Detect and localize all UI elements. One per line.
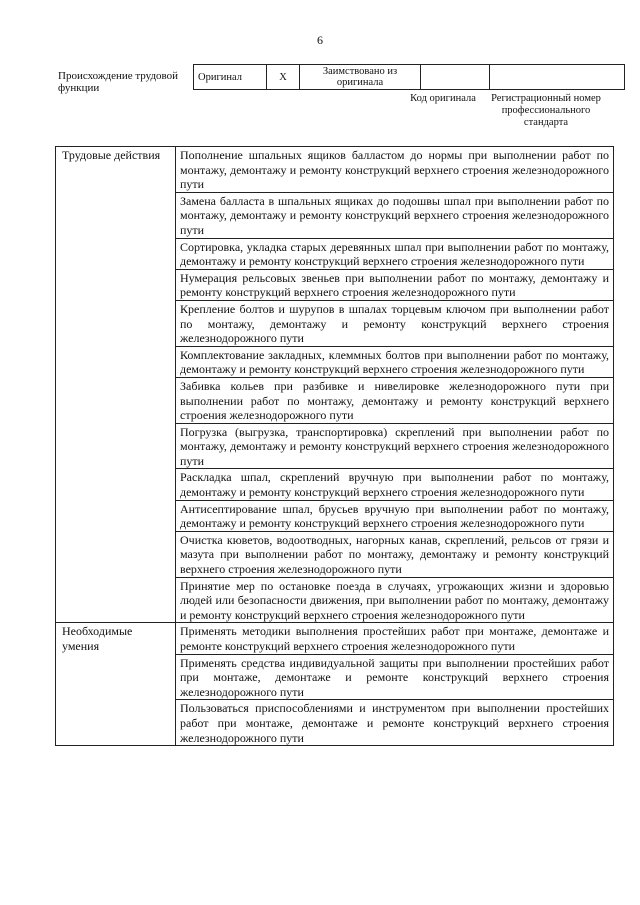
row-text: Пользоваться приспособлениями и инструментом при выполнении простейших работ при монтаже, демонтаже и ремонте конструкций верхнего строения железнодорожного пути <box>176 700 614 746</box>
reg-number-caption: Регистрационный номер профессионального стандарта <box>491 93 601 128</box>
table-row <box>56 623 614 654</box>
original-mark: X <box>267 65 300 90</box>
page-number: 6 <box>317 33 323 47</box>
row-text: Погрузка (выгрузка, транспортировка) скреплений при выполнении работ по монтажу, демонтажу и ремонту конструкций верхнего строения железнодорожного пути <box>176 423 614 469</box>
reg-number-cell <box>490 65 625 90</box>
row-text: Пополнение шпальных ящиков балластом до нормы при выполнении работ по монтажу, демонтажу и ремонту конструкций верхнего строения железнодорожного пути <box>176 147 614 193</box>
origin-label: Происхождение трудовой функции <box>58 70 179 94</box>
original-cell: Оригинал <box>194 65 267 90</box>
row-text: Раскладка шпал, скреплений вручную при выполнении работ по монтажу, демонтажу и ремонту конструкций верхнего строения железнодорожного пути <box>176 469 614 500</box>
function-table <box>55 146 614 746</box>
row-text: Очистка кюветов, водоотводных, нагорных канав, скреплений, рельсов от грязи и мазута при выполнении работ по монтажу, демонтажу и ремонту конструкций верхнего строения железнодорожного пути <box>176 531 614 577</box>
table-row <box>56 147 614 193</box>
code-caption: Код оригинала <box>410 93 476 104</box>
row-text: Антисептирование шпал, брусьев вручную при выполнении работ по монтажу, демонтажу и ремонту конструкций верхнего строения железнодорожного пути <box>176 500 614 531</box>
row-text: Нумерация рельсовых звеньев при выполнении работ по монтажу, демонтажу и ремонту конструкций верхнего строения железнодорожного пути <box>176 269 614 300</box>
row-text: Применять средства индивидуальной защиты при выполнении простейших работ при монтаже, демонтаже и ремонте конструкций верхнего строения железнодорожного пути <box>176 654 614 700</box>
row-text: Замена балласта в шпальных ящиках до подошвы шпал при выполнении работ по монтажу, демонтажу и ремонту конструкций верхнего строения железнодорожного пути <box>176 192 614 238</box>
borrowed-cell: Заимствовано из оригинала <box>300 65 421 90</box>
row-text: Комплектование закладных, клеммных болтов при выполнении работ по монтажу, демонтажу и ремонту конструкций верхнего строения железнодорожного пути <box>176 346 614 377</box>
row-text: Принятие мер по остановке поезда в случаях, угрожающих жизни и здоровью людей или безопасности движения, при выполнении работ по монтажу, демонтажу и ремонту конструкций верхнего строения железнодорожного пути <box>176 577 614 623</box>
code-cell <box>421 65 490 90</box>
origin-table <box>193 64 625 90</box>
row-text: Применять методики выполнения простейших работ при монтаже, демонтаже и ремонте конструкций верхнего строения железнодорожного пути <box>176 623 614 654</box>
row-text: Крепление болтов и шурупов в шпалах торцевым ключом при выполнении работ по монтажу, демонтажу и ремонту конструкций верхнего строения железнодорожного пути <box>176 300 614 346</box>
row-text: Сортировка, укладка старых деревянных шпал при выполнении работ по монтажу, демонтажу и ремонту конструкций верхнего строения железнодорожного пути <box>176 238 614 269</box>
row-text: Забивка кольев при разбивке и нивелировке железнодорожного пути при выполнении работ по монтажу, демонтажу и ремонту конструкций верхнего строения железнодорожного пути <box>176 377 614 423</box>
section-label: Трудовые действия <box>56 147 176 623</box>
section-label: Необходимые умения <box>56 623 176 746</box>
